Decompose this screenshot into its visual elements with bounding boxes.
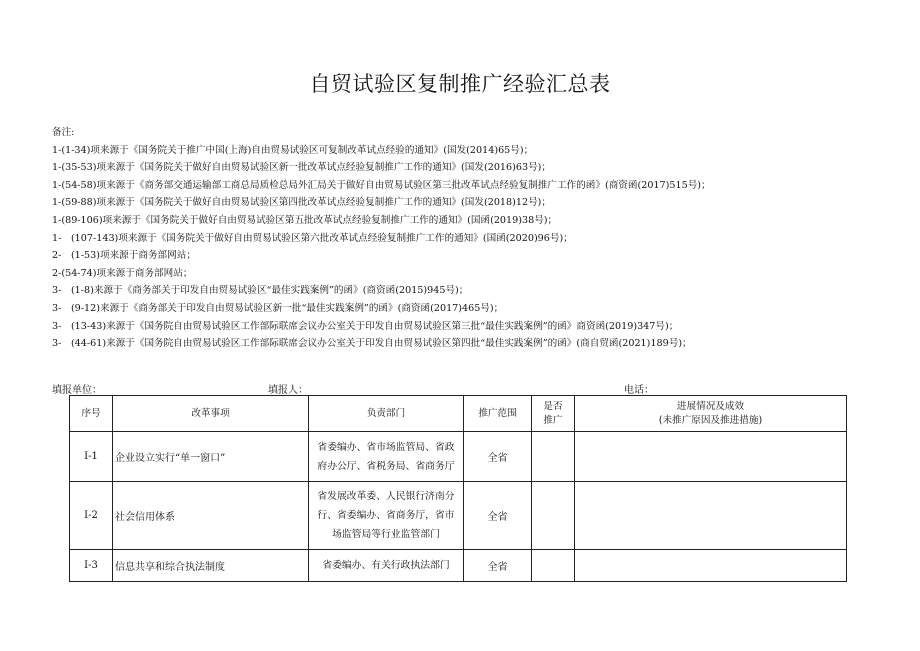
note-line: 3- (13-43)来源于《国务院自由贸易试验区工作部际联席会议办公室关于印发自由贸易试验区第三批“最佳实践案例”的函》商资函(2019)347号)； <box>52 320 679 332</box>
row-promoted-cell[interactable] <box>532 550 575 582</box>
note-line: 1-(35-53)项来源于《国务院关于做好自由贸易试验区新一批改革试点经验复制推广工作的通知》(国发(2016)63号)； <box>52 162 552 174</box>
note-line: 3- (44-61)来源于《国务院自由贸易试验区工作部际联席会议办公室关于印发自由贸易试验区第四批“最佳实践案例”的函》(商自贸函(2021)189号)； <box>52 338 692 350</box>
note-line: 3- (9-12)来源于《商务部关于印发自由贸易试验区新一批“最佳实践案例”的函》(商资函(2017)465号)； <box>52 302 504 314</box>
row-dept-line: 行、省委编办、省商务厅，省市 <box>317 510 455 521</box>
row-dept-line: 省发展改革委、人民银行济南分 <box>317 491 455 502</box>
header-progress-line1: 进展情况及成效 <box>676 400 745 412</box>
row-dept-line: 省委编办、有关行政执法部门 <box>322 560 450 571</box>
notes-label: 备注: <box>52 127 75 138</box>
phone-label: 电话： <box>624 385 654 396</box>
note-line: 2-(54-74)项来源于商务部网站； <box>52 267 193 279</box>
row-no: I-1 <box>70 432 113 482</box>
row-promoted-cell[interactable] <box>532 432 575 482</box>
row-scope: 全省 <box>464 482 532 550</box>
row-item: 企业设立实行“单一窗口” <box>113 432 309 482</box>
reporting-unit-label: 填报单位： <box>52 385 102 396</box>
table-row <box>70 482 847 550</box>
row-progress-cell[interactable] <box>575 432 847 482</box>
header-no: 序号 <box>70 396 113 432</box>
page-title: 自贸试验区复制推广经验汇总表 <box>309 72 611 96</box>
header-promoted-line1: 是否 <box>543 400 563 412</box>
row-dept <box>309 432 464 482</box>
reporter-label: 填报人： <box>268 385 308 396</box>
header-scope: 推广范围 <box>464 396 532 432</box>
note-line: 1-(89-106)项来源于《国务院关于做好自由贸易试验区第五批改革试点经验复制推广工作的通知》(国函(2019)38号)； <box>52 214 558 226</box>
table-row <box>70 550 847 582</box>
row-dept <box>309 550 464 582</box>
header-promoted <box>532 396 575 432</box>
header-progress-line2: (未推广原因及推进措施) <box>658 414 763 426</box>
row-dept-line: 省委编办、省市场监管局、省政 <box>317 441 455 453</box>
row-dept-line: 府办公厅、省税务局、省商务厅 <box>317 460 455 472</box>
row-promoted-cell[interactable] <box>532 482 575 550</box>
header-dept: 负责部门 <box>309 396 464 432</box>
row-no: I-2 <box>70 482 113 550</box>
row-dept-line: 场监管局等行业监管部门 <box>332 529 440 540</box>
row-progress-cell[interactable] <box>575 550 847 582</box>
header-item: 改革事项 <box>113 396 309 432</box>
row-no: I-3 <box>70 550 113 582</box>
row-scope: 全省 <box>464 432 532 482</box>
summary-table <box>69 395 847 582</box>
header-progress <box>575 396 847 432</box>
form-fill-row <box>52 381 872 395</box>
note-line: 1-(59-88)项来源于《国务院关于做好自由贸易试验区第四批改革试点经验复制推广工作的通知》(国发(2018)12号)； <box>52 197 552 209</box>
table-row <box>70 432 847 482</box>
row-dept <box>309 482 464 550</box>
note-line: 2- (1-53)项来源于商务部网站； <box>52 250 196 262</box>
header-promoted-line2: 推广 <box>543 414 563 426</box>
row-item: 社会信用体系 <box>113 482 309 550</box>
table-header-row <box>70 396 847 432</box>
note-line: 1- (107-143)项来源于《国务院关于做好自由贸易试验区第六批改革试点经验复制推广工作的通知》(国函(2020)96号)； <box>52 232 573 244</box>
row-item: 信息共享和综合执法制度 <box>113 550 309 582</box>
notes-section <box>52 124 892 353</box>
note-line: 1-(54-58)项来源于《商务部交通运输部工商总局质检总局外汇局关于做好自由贸易试验区第三批改革试点经验复制推广工作的函》(商资函(2017)515号)； <box>52 179 711 191</box>
row-scope: 全省 <box>464 550 532 582</box>
note-line: 1-(1-34)项来源于《国务院关于推广中国(上海)自由贸易试验区可复制改革试点经验的通知》(国发(2014)65号)； <box>52 144 534 156</box>
note-line: 3- (1-8)来源于《商务部关于印发自由贸易试验区“最佳实践案例”的函》(商资函(2015)945号)； <box>52 285 469 297</box>
row-progress-cell[interactable] <box>575 482 847 550</box>
